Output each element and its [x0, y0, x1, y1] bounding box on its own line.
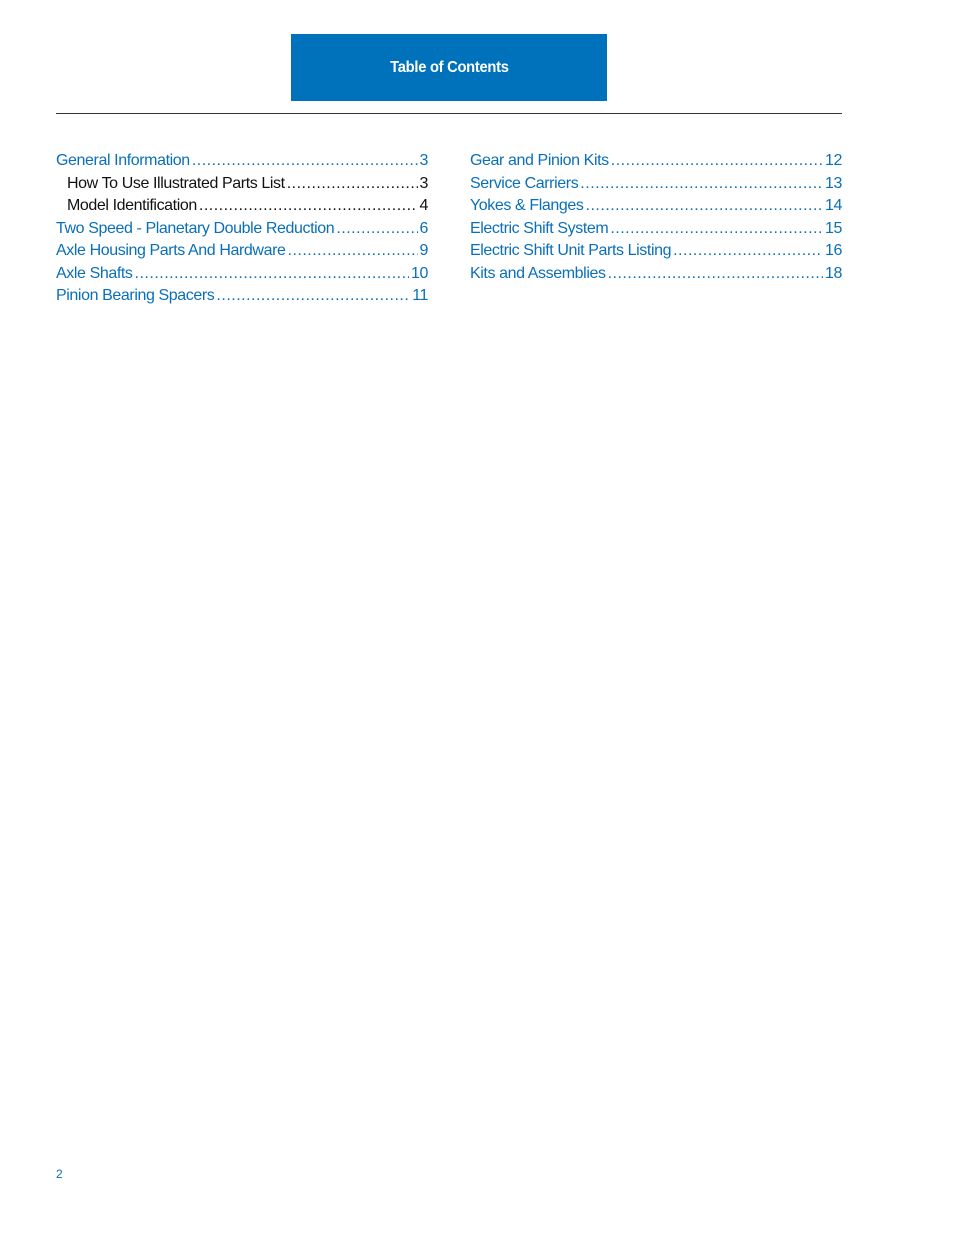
toc-entry-label: Yokes & Flanges — [470, 197, 584, 214]
toc-entry-label: Electric Shift System — [470, 219, 609, 237]
toc-entry-gear-and-pinion-kits[interactable] — [470, 150, 842, 173]
toc-dot-leader — [336, 218, 417, 241]
toc-entry-page: 14 — [825, 197, 842, 214]
toc-entry-how-to-use-illustrated-parts-list[interactable] — [56, 173, 428, 196]
toc-entry-kits-and-assemblies[interactable] — [470, 263, 842, 286]
toc-dot-leader — [610, 218, 823, 241]
toc-entry-label: Kits and Assemblies — [470, 264, 606, 282]
page-title: Table of Contents — [389, 58, 509, 76]
toc-entry-yokes-and-flanges[interactable] — [470, 195, 842, 218]
table-of-contents-banner — [291, 34, 607, 101]
toc-left-column — [56, 150, 428, 308]
toc-dot-leader — [586, 195, 824, 218]
toc-entry-pinion-bearing-spacers[interactable] — [56, 285, 428, 308]
toc-entry-label: Pinion Bearing Spacers — [56, 287, 215, 304]
toc-entry-axle-housing-parts-and-hardware[interactable] — [56, 240, 428, 263]
toc-right-column — [470, 150, 842, 285]
toc-dot-leader — [287, 173, 418, 196]
toc-dot-leader — [135, 263, 409, 286]
toc-entry-label: Gear and Pinion Kits — [470, 152, 609, 169]
toc-dot-leader — [216, 285, 410, 308]
toc-entry-page: 10 — [411, 264, 428, 282]
toc-entry-page: 6 — [419, 219, 428, 237]
toc-entry-service-carriers[interactable] — [470, 173, 842, 196]
toc-entry-label: Axle Housing Parts And Hardware — [56, 242, 286, 259]
toc-dot-leader — [288, 240, 418, 263]
toc-entry-label: Model Identification — [67, 197, 197, 214]
toc-entry-page: 18 — [825, 264, 842, 282]
toc-entry-label: How To Use Illustrated Parts List — [67, 174, 285, 192]
toc-entry-label: Two Speed - Planetary Double Reduction — [56, 219, 335, 237]
toc-entry-page: 9 — [419, 242, 428, 259]
toc-entry-page: 12 — [825, 152, 842, 169]
toc-entry-page: 3 — [419, 152, 428, 169]
toc-dot-leader — [580, 173, 823, 196]
toc-dot-leader — [199, 195, 418, 218]
toc-dot-leader — [608, 263, 823, 286]
toc-entry-label: Axle Shafts — [56, 264, 133, 282]
toc-entry-page: 4 — [419, 197, 428, 214]
toc-entry-page: 3 — [419, 174, 428, 192]
toc-dot-leader — [192, 150, 418, 173]
toc-entry-electric-shift-unit-parts-listing[interactable] — [470, 240, 842, 263]
toc-entry-label: Service Carriers — [470, 174, 579, 192]
toc-entry-page: 11 — [412, 287, 428, 304]
toc-entry-page: 13 — [825, 174, 842, 192]
page-number: 2 — [56, 1167, 63, 1181]
header-divider — [56, 113, 842, 114]
toc-entry-electric-shift-system[interactable] — [470, 218, 842, 241]
toc-entry-two-speed-planetary-double-reduction[interactable] — [56, 218, 428, 241]
toc-entry-page: 15 — [825, 219, 842, 237]
toc-entry-general-information[interactable] — [56, 150, 428, 173]
toc-entry-model-identification[interactable] — [56, 195, 428, 218]
toc-dot-leader — [611, 150, 823, 173]
toc-entry-label: Electric Shift Unit Parts Listing — [470, 242, 672, 259]
toc-entry-page: 16 — [825, 242, 842, 259]
toc-entry-axle-shafts[interactable] — [56, 263, 428, 286]
toc-entry-label: General Information — [56, 152, 190, 169]
toc-dot-leader — [673, 240, 823, 263]
